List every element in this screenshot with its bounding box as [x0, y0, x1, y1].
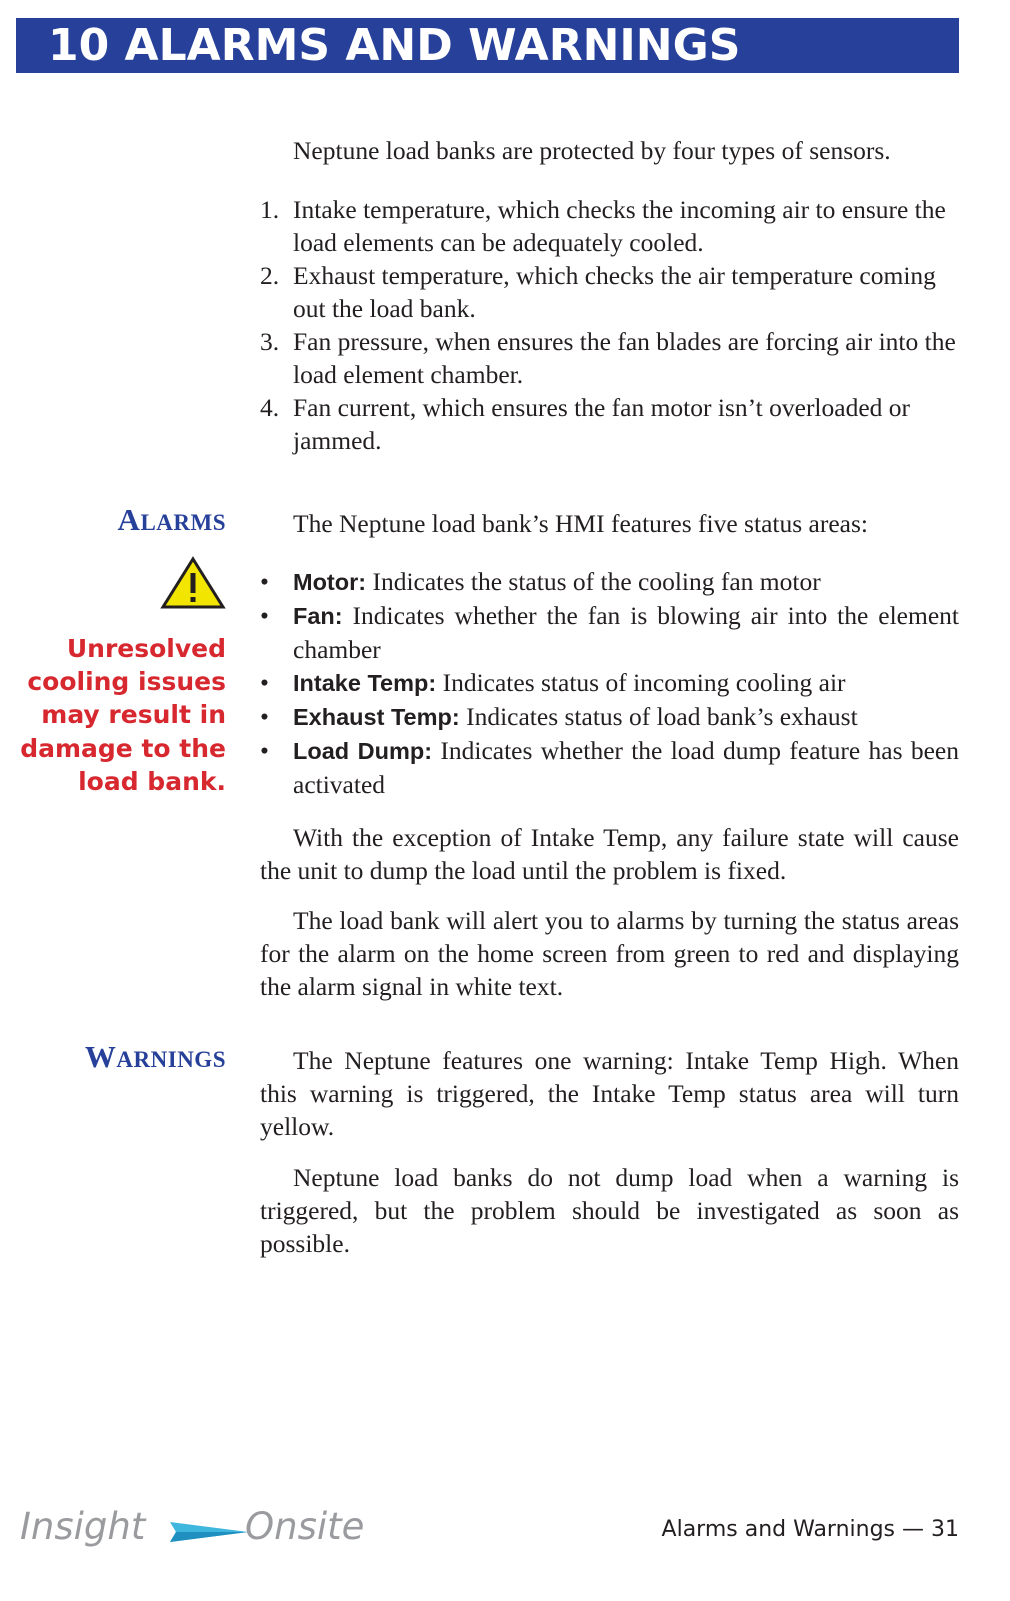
list-item	[260, 259, 959, 325]
arrow-icon	[166, 1520, 250, 1544]
caution-note: Unresolved cooling issues may result in damage to the load bank.	[20, 634, 226, 796]
list-item	[260, 391, 959, 457]
alarms-paragraph-2: The load bank will alert you to alarms by turning the status areas for the alarm on the home screen from green to red and displaying the alarm signal in white text.	[260, 906, 959, 1001]
list-item	[260, 193, 959, 259]
status-text: Indicates the status of the cooling fan motor	[366, 567, 821, 596]
status-text: Indicates whether the load dump feature has been activated	[293, 736, 959, 799]
alarms-heading-cap: A	[117, 502, 141, 537]
warnings-heading-rest: ARNINGS	[116, 1047, 226, 1072]
alarms-heading	[118, 502, 226, 538]
status-text: Indicates status of incoming cooling air	[436, 668, 846, 697]
sensor-list	[260, 193, 959, 457]
status-term: Intake Temp:	[293, 670, 437, 696]
logo-word-insight: Insight	[20, 1505, 146, 1548]
alarms-heading-rest: LARMS	[140, 510, 226, 535]
intro-paragraph: Neptune load banks are protected by four types of sensors.	[293, 136, 891, 165]
warnings-paragraph-1: The Neptune features one warning: Intake Temp High. When this warning is triggered, the Intake Temp status area will turn yellow.	[260, 1046, 959, 1141]
status-term: Exhaust Temp:	[293, 704, 460, 730]
alarms-paragraph-1: With the exception of Intake Temp, any failure state will cause the unit to dump the load until the problem is fixed.	[260, 823, 959, 885]
insight-onsite-logo	[20, 1504, 365, 1552]
list-item	[260, 734, 959, 801]
warnings-paragraph-2: Neptune load banks do not dump load when a warning is triggered, but the problem should be investigated as soon as possible.	[260, 1163, 959, 1258]
warning-triangle-icon	[160, 556, 226, 610]
list-text: Intake temperature, which checks the incoming air to ensure the load elements can be adequately cooled.	[293, 195, 946, 257]
logo-word-onsite: Onsite	[245, 1505, 365, 1548]
status-text: Indicates status of load bank’s exhaust	[459, 702, 858, 731]
warnings-heading-cap: W	[84, 1039, 117, 1074]
list-number: 4.	[260, 393, 280, 422]
chapter-header	[16, 18, 959, 73]
status-area-list	[260, 565, 959, 801]
list-number: 3.	[260, 327, 280, 356]
list-number: 2.	[260, 261, 280, 290]
list-item	[260, 565, 959, 599]
chapter-title: 10 ALARMS AND WARNINGS	[48, 20, 741, 71]
list-number: 1.	[260, 195, 280, 224]
list-text: Fan current, which ensures the fan motor isn’t overloaded or jammed.	[293, 393, 911, 455]
list-item	[260, 700, 959, 734]
status-term: Fan:	[293, 603, 343, 629]
list-text: Fan pressure, when ensures the fan blades are forcing air into the load element chamber.	[293, 327, 956, 389]
list-item	[260, 599, 959, 666]
list-item	[260, 325, 959, 391]
status-term: Motor:	[293, 569, 367, 595]
warnings-heading	[85, 1039, 226, 1075]
status-text: Indicates whether the fan is blowing air into the element chamber	[293, 601, 959, 664]
list-text: Exhaust temperature, which checks the air temperature coming out the load bank.	[293, 261, 936, 323]
status-term: Load Dump:	[293, 738, 433, 764]
list-item	[260, 666, 959, 700]
page-footer: Alarms and Warnings — 31	[661, 1517, 959, 1542]
status-intro: The Neptune load bank’s HMI features five status areas:	[293, 509, 868, 538]
